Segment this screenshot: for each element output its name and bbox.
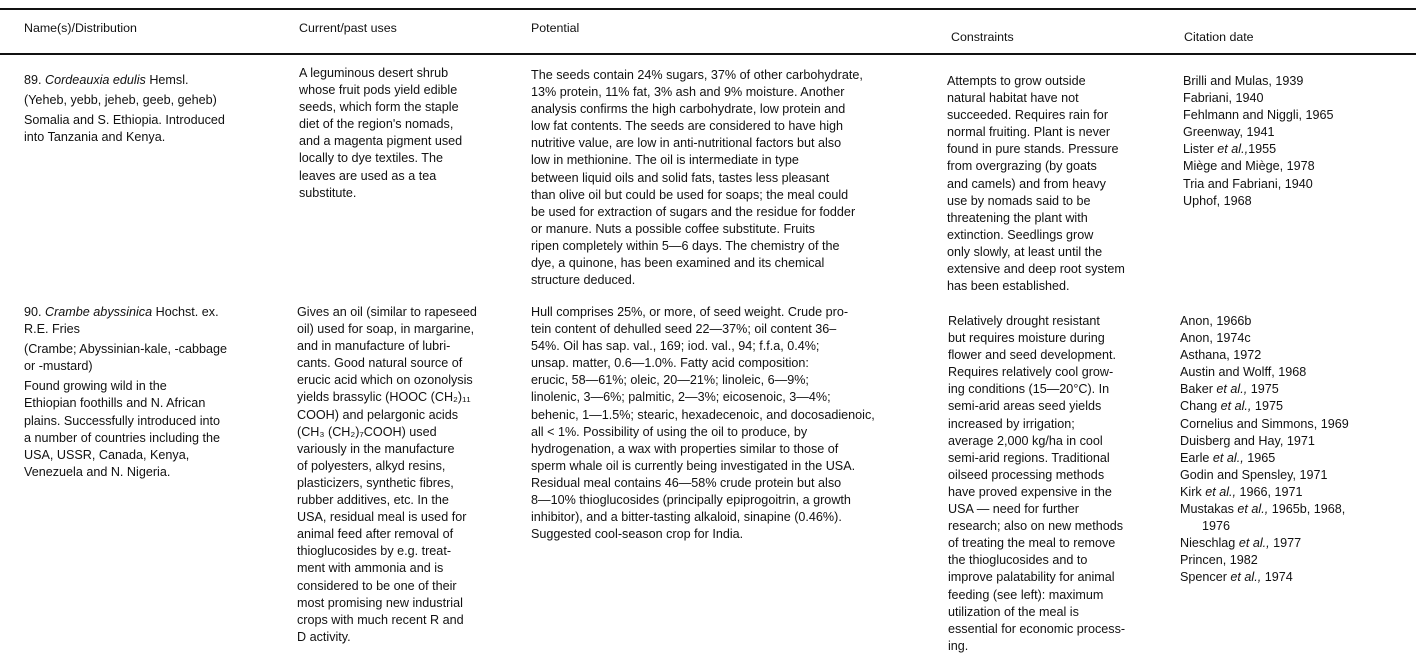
species-authority-cont: R.E. Fries (24, 322, 80, 337)
potential-line: be used for extraction of sugars and the residue for fodder (531, 204, 856, 219)
citation-entry: Spencer et al., 1974 (1180, 570, 1293, 585)
constraints-line: feeding (see left): maximum (948, 587, 1104, 602)
constraints-line: increased by irrigation; (948, 416, 1075, 431)
uses-line: whose fruit pods yield edible (299, 83, 458, 98)
citation-entry: Anon, 1974c (1180, 331, 1251, 346)
uses-line: substitute. (299, 185, 357, 200)
potential-line: behenic, 1—1.5%; stearic, hexadecenoic, and docosadienoic, (531, 407, 875, 422)
citation-entry: Nieschlag et al., 1977 (1180, 536, 1302, 551)
header-current-past-uses: Current/past uses (299, 21, 397, 35)
constraints-line: and camels) and from heavy (947, 176, 1106, 191)
citations-cell (1183, 73, 1334, 210)
potential-line: hydrogenation, a wax with properties similar to those of (531, 441, 839, 456)
potential-line: low in methionine. The oil is intermediate in type (531, 153, 799, 168)
entry-number: 90. (24, 305, 42, 319)
distribution-line: Somalia and S. Ethiopia. Introduced (24, 113, 225, 128)
constraints-line: USA — need for further (948, 502, 1079, 517)
species-title (24, 72, 225, 89)
potential-line: low fat contents. The seeds are considered to have high (531, 119, 844, 134)
uses-line: rubber additives, etc. In the (297, 493, 449, 508)
citation-entry: Princen, 1982 (1180, 553, 1258, 568)
name-distribution-cell (24, 304, 227, 481)
header-name-distribution: Name(s)/Distribution (24, 21, 137, 35)
header-potential: Potential (531, 21, 580, 35)
potential-line: Hull comprises 25%, or more, of seed weight. Crude pro- (531, 305, 849, 319)
uses-line: cants. Good natural source of (297, 356, 463, 371)
uses-line: oil) used for soap, in margarine, (297, 322, 475, 337)
entry-number: 89. (24, 73, 42, 87)
potential-line: inhibitor), and a bitter-tasting alkaloid, sinapine (0.46%). (531, 510, 842, 525)
potential-line: analysis confirms the high carbohydrate, low protein and (531, 102, 846, 117)
name-distribution-cell (24, 72, 225, 146)
citation-entry: Tria and Fabriani, 1940 (1183, 176, 1313, 191)
potential-line: between liquid oils and solid fats, tastes less pleasant (531, 170, 830, 185)
uses-line: of polyesters, alkyd resins, (297, 458, 446, 473)
constraints-line: improve palatability for animal (948, 570, 1115, 585)
citation-entry: Austin and Wolff, 1968 (1180, 365, 1307, 380)
constraints-line: flower and seed development. (948, 348, 1117, 363)
potential-line: erucic, 58—61%; oleic, 20—21%; linoleic, 6—9%; (531, 373, 809, 388)
potential-line: 13% protein, 11% fat, 3% ash and 9% moisture. Another (531, 85, 845, 100)
uses-line: D activity. (297, 629, 351, 644)
constraints-line: from overgrazing (by goats (947, 159, 1097, 174)
citations-cell (1180, 313, 1349, 587)
potential-line: linolenic, 3—6%; palmitic, 2—3%; eicosenoic, 3—4%; (531, 390, 831, 405)
uses-line: Gives an oil (similar to rapeseed (297, 305, 477, 319)
constraints-line: have proved expensive in the (948, 484, 1112, 499)
citation-entry: Chang et al., 1975 (1180, 399, 1283, 414)
citation-entry: Brilli and Mulas, 1939 (1183, 74, 1304, 88)
constraints-line: research; also on new methods (948, 519, 1124, 534)
uses-line: animal feed after removal of (297, 527, 454, 542)
citation-entry: Greenway, 1941 (1183, 125, 1275, 140)
citation-entry: Kirk et al., 1966, 1971 (1180, 484, 1303, 499)
constraints-line: ing conditions (15—20°C). In (948, 382, 1110, 397)
citation-entry: Baker et al., 1975 (1180, 382, 1279, 397)
uses-line: leaves are used as a tea (299, 168, 437, 183)
common-names: (Yeheb, yebb, jeheb, geeb, geheb) (24, 93, 217, 108)
citation-entry: Duisberg and Hay, 1971 (1180, 433, 1315, 448)
uses-line: USA, residual meal is used for (297, 510, 467, 525)
uses-line: A leguminous desert shrub (299, 66, 449, 80)
constraints-line: semi-arid areas seed yields (948, 399, 1102, 414)
potential-line: tein content of dehulled seed 22—37%; oil content 36– (531, 322, 837, 337)
potential-line: Suggested cool-season crop for India. (531, 527, 744, 542)
uses-line: crops with much recent R and (297, 612, 464, 627)
uses-line: seeds, which form the staple (299, 100, 459, 115)
distribution-line: Venezuela and N. Nigeria. (24, 464, 171, 479)
potential-line: 8—10% thioglucosides (principally epiprogoitrin, a growth (531, 493, 851, 508)
distribution-line: into Tanzania and Kenya. (24, 130, 166, 145)
header-citation-date: Citation date (1184, 30, 1254, 44)
constraints-line: of treating the meal to remove (948, 536, 1116, 551)
distribution-line: Found growing wild in the (24, 379, 167, 394)
potential-line: The seeds contain 24% sugars, 37% of other carbohydrate, (531, 68, 863, 82)
citation-entry: Anon, 1966b (1180, 314, 1252, 328)
potential-line: sperm whale oil is currently being investigated in the USA. (531, 458, 856, 473)
citation-entry: Earle et al., 1965 (1180, 450, 1276, 465)
constraints-line: semi-arid regions. Traditional (948, 450, 1110, 465)
uses-line: variously in the manufacture (297, 441, 455, 456)
species-name: Crambe abyssinica (45, 305, 153, 319)
common-names: (Crambe; Abyssinian-kale, -cabbage (24, 342, 228, 357)
uses-line: (CH₃ (CH₂)₇COOH) used (297, 424, 437, 439)
potential-line: or manure. Nuts a possible coffee substitute. Fruits (531, 221, 815, 236)
current-uses-cell (299, 65, 462, 202)
species-title (24, 304, 227, 321)
constraints-line: utilization of the meal is (948, 604, 1079, 619)
uses-line: thioglucosides by e.g. treat- (297, 544, 452, 559)
citation-entry: Godin and Spensley, 1971 (1180, 467, 1328, 482)
potential-line: all < 1%. Possibility of using the oil to produce, by (531, 424, 808, 439)
uses-line: ment with ammonia and is (297, 561, 444, 576)
citation-entry: Fehlmann and Niggli, 1965 (1183, 108, 1334, 123)
header-bottom-rule (0, 53, 1416, 55)
citation-entry-continued: 1976 (1202, 519, 1231, 534)
potential-cell (531, 304, 875, 543)
potential-line: than olive oil but could be used for soaps; the meal could (531, 187, 849, 202)
uses-line: considered to be one of their (297, 578, 457, 593)
constraints-line: succeeded. Requires rain for (947, 108, 1109, 123)
uses-line: and a magenta pigment used (299, 134, 463, 149)
uses-line: most promising new industrial (297, 595, 463, 610)
species-name: Cordeauxia edulis (45, 73, 146, 87)
distribution-line: USA, USSR, Canada, Kenya, (24, 447, 190, 462)
citation-entry: Uphof, 1968 (1183, 193, 1252, 208)
citation-entry: Fabriani, 1940 (1183, 91, 1264, 106)
uses-line: locally to dye textiles. The (299, 151, 443, 166)
constraints-line: oilseed processing methods (948, 467, 1105, 482)
constraints-line: natural habitat have not (947, 91, 1079, 106)
distribution-line: Ethiopian foothills and N. African (24, 396, 206, 411)
constraints-line: average 2,000 kg/ha in cool (948, 433, 1103, 448)
constraints-line: Requires relatively cool grow- (948, 365, 1114, 380)
citation-entry: Mustakas et al., 1965b, 1968, (1180, 502, 1346, 517)
constraints-line: normal fruiting. Plant is never (947, 125, 1111, 140)
constraints-line: use by nomads said to be (947, 193, 1091, 208)
uses-line: and in manufacture of lubri- (297, 339, 451, 354)
potential-line: dye, a quinone, has been examined and its chemical (531, 256, 825, 271)
potential-line: ripen completely within 5—6 days. The chemistry of the (531, 238, 840, 253)
constraints-line: but requires moisture during (948, 331, 1105, 346)
current-uses-cell (297, 304, 477, 646)
constraints-line: Attempts to grow outside (947, 74, 1086, 88)
distribution-line: plains. Successfully introduced into (24, 413, 221, 428)
constraints-cell (948, 313, 1125, 655)
potential-line: 54%. Oil has sap. val., 169; iod. val., 94; f.f.a, 0.4%; (531, 339, 820, 354)
citation-entry: Cornelius and Simmons, 1969 (1180, 416, 1349, 431)
constraints-line: threatening the plant with (947, 210, 1088, 225)
potential-line: nutritive value, are low in anti-nutritional factors but also (531, 136, 842, 151)
constraints-line: found in pure stands. Pressure (947, 142, 1119, 157)
constraints-line: has been established. (947, 279, 1070, 294)
constraints-line: the thioglucosides and to (948, 553, 1088, 568)
uses-line: yields brassylic (HOOC (CH₂)₁₁ (297, 390, 471, 405)
citation-entry: Lister et al.,1955 (1183, 142, 1277, 157)
constraints-line: only slowly, at least until the (947, 244, 1103, 259)
uses-line: COOH) and pelargonic acids (297, 407, 458, 422)
constraints-line: Relatively drought resistant (948, 314, 1100, 328)
uses-line: diet of the region's nomads, (299, 117, 454, 132)
constraints-line: extensive and deep root system (947, 262, 1125, 277)
species-authority: Hochst. ex. (155, 305, 219, 319)
constraints-line: extinction. Seedlings grow (947, 227, 1094, 242)
uses-line: erucic acid which on ozonolysis (297, 373, 473, 388)
potential-line: unsap. matter, 0.6—1.0%. Fatty acid composition: (531, 356, 809, 371)
potential-line: Residual meal contains 46—58% crude protein but also (531, 475, 842, 490)
constraints-line: essential for economic process- (948, 621, 1126, 636)
uses-line: plasticizers, synthetic fibres, (297, 475, 454, 490)
header-constraints: Constraints (951, 30, 1014, 44)
distribution-line: a number of countries including the (24, 430, 221, 445)
constraints-cell (947, 73, 1125, 295)
common-names: or -mustard) (24, 359, 93, 374)
citation-entry: Miège and Miège, 1978 (1183, 159, 1315, 174)
citation-entry: Asthana, 1972 (1180, 348, 1262, 363)
potential-line: structure deduced. (531, 273, 636, 288)
table-top-rule (0, 8, 1416, 10)
species-authority: Hemsl. (149, 73, 189, 87)
constraints-line: ing. (948, 638, 969, 653)
potential-cell (531, 67, 863, 289)
